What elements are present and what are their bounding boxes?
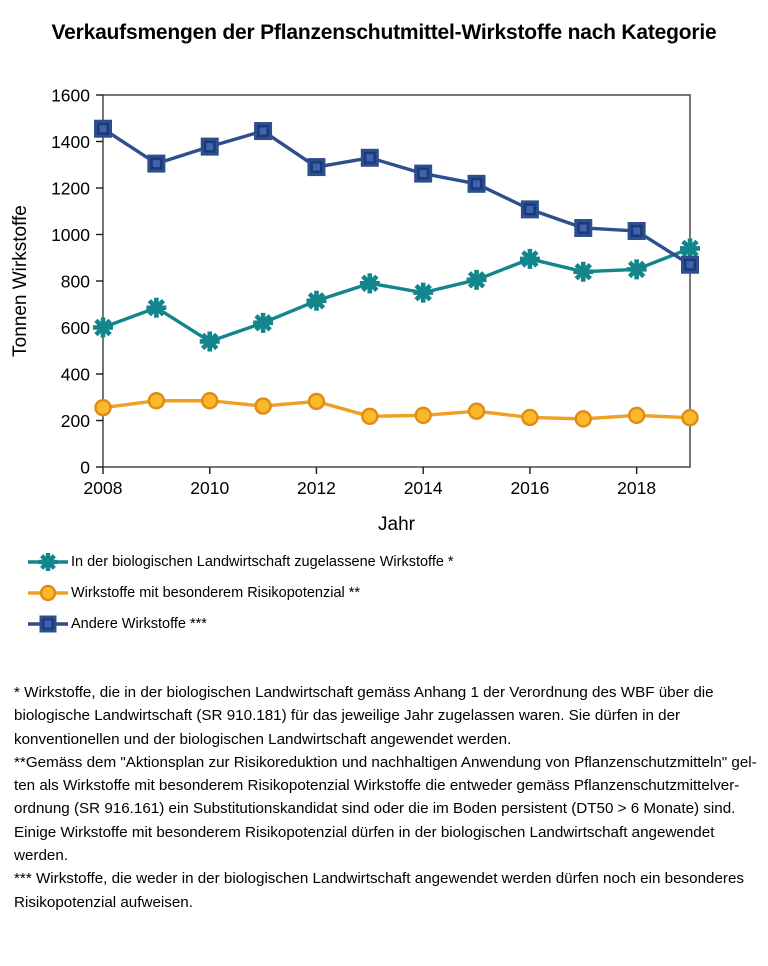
data-point-star [360,273,380,293]
y-axis-tick-label: 1000 [51,225,90,245]
data-point-square-inner [366,154,373,161]
data-point-square-inner [260,128,267,135]
x-axis-tick-label: 2018 [617,478,657,498]
data-point-circle [96,400,111,415]
x-axis-tick-label: 2014 [403,478,443,498]
y-axis-tick-label: 1600 [51,85,90,106]
data-point-star [627,259,647,279]
data-point-star [306,291,326,311]
series-line [103,401,690,419]
data-point-square-inner [526,206,533,213]
y-axis-title: Tonnen Wirkstoffe [10,205,31,357]
data-point-square-inner [420,170,427,177]
x-axis-tick-label: 2010 [190,478,230,498]
data-point-square-inner [313,164,320,171]
data-point-star [467,270,487,290]
legend-item-risk[interactable] [26,577,626,608]
chart-plot-area [0,84,768,544]
footnote-three: *** Wirkstoffe, die weder in der biologischen Landwirtschaft angewendet werden dürfen noch ein besonderes Risikopotenzial aufweisen. [14,870,745,911]
data-point-star [680,238,700,258]
data-point-star [200,331,220,351]
data-point-square-inner [153,160,160,167]
series-line [103,248,690,341]
data-point-square-inner [473,180,480,187]
page-title: Verkaufsmengen der Pflanzenschutmittel-Wirkstoffe nach Kategorie [51,21,717,44]
data-point-star [573,262,593,282]
legend-marker-square-icon [26,614,70,634]
data-point-circle [202,393,217,408]
data-point-circle [149,393,164,408]
data-point-star [93,318,113,338]
data-point-circle [469,404,484,419]
y-axis-tick-label: 200 [60,411,90,431]
data-point-circle [522,410,537,425]
x-axis-title: Jahr [378,514,415,535]
x-axis-tick-label: 2016 [510,478,550,498]
series-line [103,129,690,265]
footnote-two: **Gemäss dem "Aktionsplan zur Risikoreduktion und nachhaltigen Anwendung von Pflanzenschutzmitteln" gel-ten als Wirkstoffe mit besonderem Risikopotenzial Wirkstoffe die entweder gemäss Pflanzenschutzmittelver-ordnung (SR 916.161) ein Substitutionskandidat sind oder die im Boden persistent (DT50 > 6 Monate) sind. Einige Wirkstoffe mit besonderem Risikopotenzial dürfen in der biologischen Landwirtschaft angewendet werden. [14,753,757,865]
y-axis-tick-label: 1200 [51,178,90,199]
data-point-square-inner [206,143,213,150]
legend-label-risk: Wirkstoffe mit besonderem Risikopotenzial ** [71,584,361,601]
footnotes-block [14,681,758,914]
legend-label-bio: In der biologischen Landwirtschaft zugelassene Wirkstoffe * [71,553,454,570]
data-point-circle [416,408,431,423]
data-point-square-inner [580,224,587,231]
data-point-circle [683,410,698,425]
data-point-star [413,283,433,303]
data-point-square-inner [687,261,694,268]
series-0 [93,238,700,351]
line-chart-svg [0,84,768,544]
series-1 [96,393,698,426]
data-point-square-inner [633,228,640,235]
data-point-circle [256,399,271,414]
data-point-circle [629,408,644,423]
footnote-one: * Wirkstoffe, die in der biologischen Landwirtschaft gemäss Anhang 1 der Verordnung des WBF über die biologische Landwirtschaft (SR 910.181) für das jeweilige Jahr zugelassen waren. Sie dürfen in der konventionellen und der biologischen Landwirtschaft angewendet werden. [14,684,714,748]
legend-marker-circle-icon [26,583,70,603]
legend-marker-star-icon [26,552,70,572]
y-axis-tick-label: 800 [60,271,90,292]
data-point-star [253,313,273,333]
y-axis-tick-label: 400 [60,364,90,385]
x-axis-tick-label: 2012 [296,478,336,498]
x-axis-tick-label: 2008 [83,478,123,498]
data-point-star [146,298,166,318]
y-axis-tick-label: 0 [80,457,90,478]
data-point-square-inner [100,125,107,132]
data-point-circle [362,409,377,424]
data-point-star [520,249,540,269]
y-axis-tick-label: 600 [60,318,90,338]
series-2 [96,121,698,272]
data-point-circle [576,411,591,426]
legend-item-bio[interactable] [26,546,626,577]
legend-item-other[interactable] [26,608,626,639]
chart-legend [26,546,626,639]
y-axis-tick-label: 1400 [51,132,90,152]
data-point-circle [309,394,324,409]
legend-label-other: Andere Wirkstoffe *** [71,615,207,632]
